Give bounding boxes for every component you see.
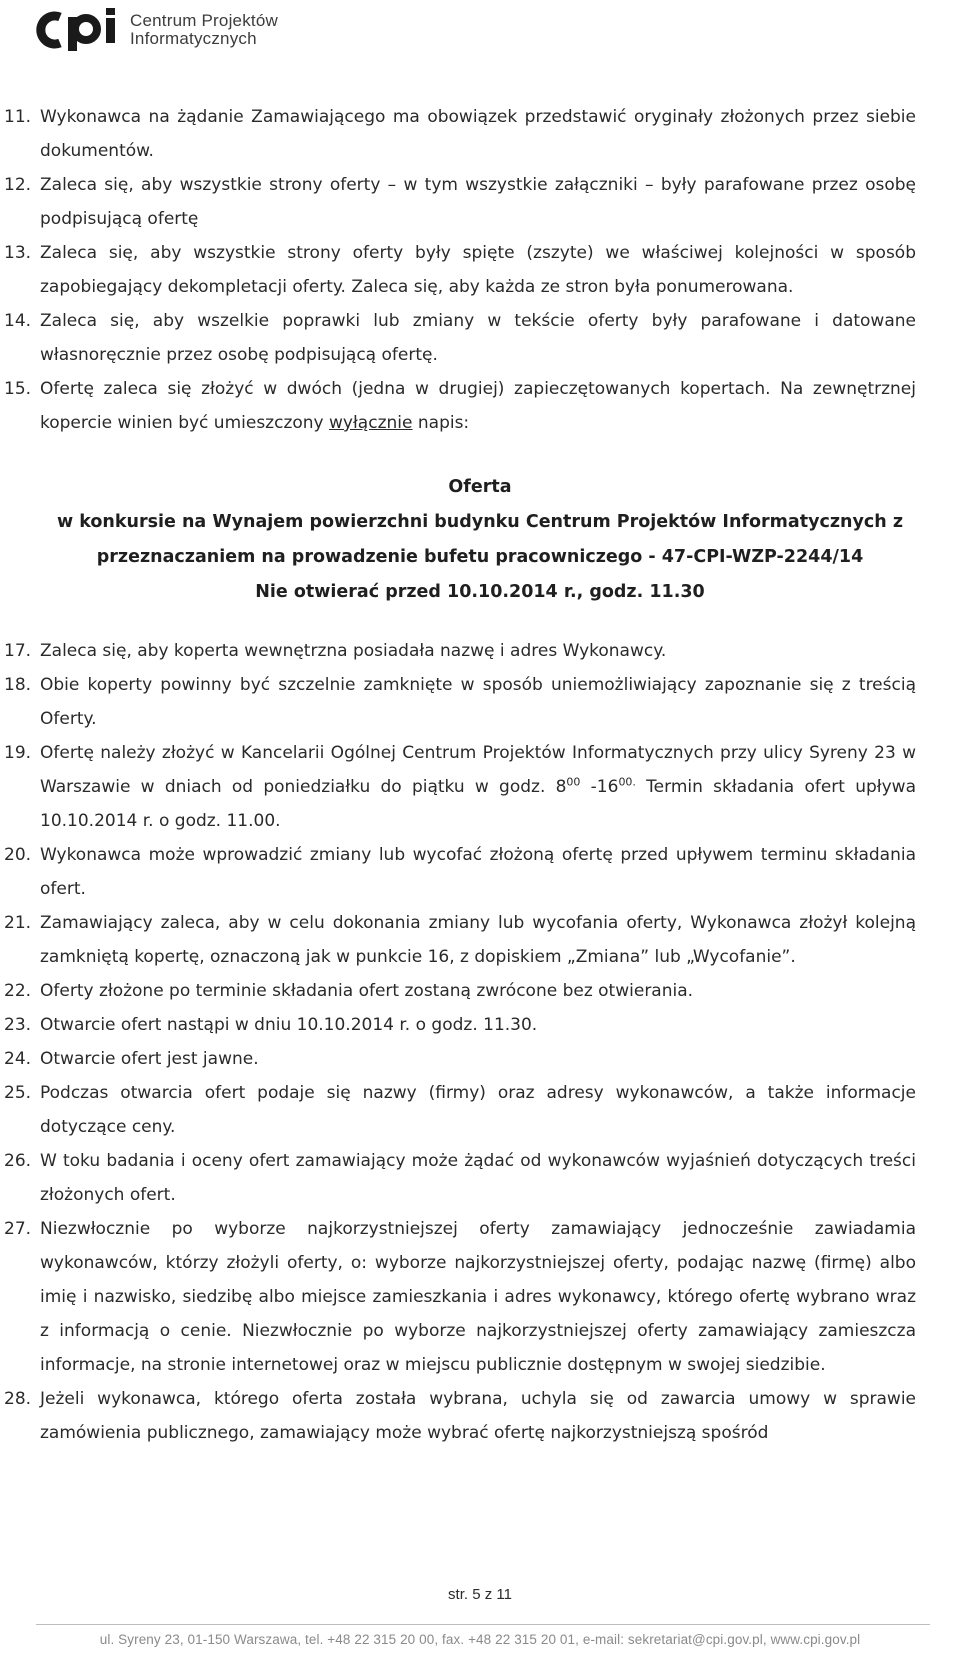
document-body bbox=[0, 100, 960, 1450]
header-logo bbox=[36, 6, 278, 54]
list-item bbox=[0, 372, 960, 440]
underlined-word: wyłącznie bbox=[329, 413, 413, 433]
item-text: Zaleca się, aby wszelkie poprawki lub zmiany w tekście oferty były parafowane i datowane własnoręcznie przez osobę podpisującą ofertę. bbox=[40, 311, 916, 365]
logo-line-1: Centrum Projektów bbox=[130, 11, 278, 30]
item-number: 24. bbox=[4, 1049, 32, 1069]
envelope-deadline: Nie otwierać przed 10.10.2014 r., godz. 11.30 bbox=[255, 582, 705, 602]
item-number: 22. bbox=[4, 981, 32, 1001]
list-item bbox=[0, 236, 960, 304]
item-number: 18. bbox=[4, 675, 32, 695]
list-item bbox=[0, 1144, 960, 1212]
list-item bbox=[0, 100, 960, 168]
item-text: Oferty złożone po terminie składania ofert zostaną zwrócone bez otwierania. bbox=[40, 981, 694, 1001]
item-text: Niezwłocznie po wyborze najkorzystniejszej oferty zamawiający jednocześnie zawiadamia wykonawców, którzy złożyli oferty, o: wyborze najkorzystniejszej oferty, podając nazwę (firmę) albo imię i nazwisko, siedzibę albo miejsce zamieszkania i adres wykonawcy, którego ofertę wybrano wraz z informacją o cenie. Niezwłocznie po wyborze najkorzystniejszej oferty zamawiający zamieszcza informacje, na stronie internetowej oraz w miejscu publicznie dostępnym w swojej siedzibie. bbox=[40, 1219, 916, 1375]
list-item bbox=[0, 838, 960, 906]
superscript: 00 bbox=[566, 775, 581, 789]
logo-line-2: Informatycznych bbox=[130, 29, 257, 48]
item-number: 21. bbox=[4, 913, 32, 933]
list-item bbox=[0, 1042, 960, 1076]
footer-divider bbox=[36, 1624, 930, 1625]
item-number: 17. bbox=[4, 641, 32, 661]
item-text: Otwarcie ofert nastąpi w dniu 10.10.2014 r. o godz. 11.30. bbox=[40, 1015, 538, 1035]
list-item bbox=[0, 974, 960, 1008]
item-number: 20. bbox=[4, 845, 32, 865]
item-number: 15. bbox=[4, 379, 32, 399]
item-number: 11. bbox=[4, 107, 32, 127]
item-text: Zamawiający zaleca, aby w celu dokonania zmiany lub wycofania oferty, Wykonawca złożył kolejną zamkniętą kopertę, oznaczoną jak w punkcie 16, z dopiskiem „Zmiana” lub „Wycofanie”. bbox=[40, 913, 916, 967]
list-item bbox=[0, 1382, 960, 1450]
item-text: -16 bbox=[580, 777, 619, 797]
envelope-line: w konkursie na Wynajem powierzchni budynku Centrum Projektów Informatycznych z bbox=[56, 512, 904, 532]
item-text: Zaleca się, aby wszystkie strony oferty były spięte (zszyte) we właściwej kolejności w sposób zapobiegający dekompletacji oferty. Zaleca się, aby każda ze stron była ponumerowana. bbox=[40, 243, 916, 297]
list-item bbox=[0, 1212, 960, 1382]
list-item bbox=[0, 736, 960, 838]
item-text: Wykonawca na żądanie Zamawiającego ma obowiązek przedstawić oryginały złożonych przez siebie dokumentów. bbox=[40, 107, 916, 161]
list-item bbox=[0, 1076, 960, 1144]
item-number: 28. bbox=[4, 1389, 32, 1409]
item-number: 25. bbox=[4, 1083, 32, 1103]
item-number: 13. bbox=[4, 243, 32, 263]
item-text: Ofertę zaleca się złożyć w dwóch (jedna w drugiej) zapieczętowanych kopertach. Na zewnętrznej kopercie winien być umieszczony bbox=[40, 379, 916, 433]
item-number: 27. bbox=[4, 1219, 32, 1239]
item-text: Wykonawca może wprowadzić zmiany lub wycofać złożoną ofertę przed upływem terminu składania ofert. bbox=[40, 845, 916, 899]
item-number: 19. bbox=[4, 743, 32, 763]
list-item bbox=[0, 906, 960, 974]
envelope-title: Oferta bbox=[448, 477, 512, 497]
footer-address: ul. Syreny 23, 01-150 Warszawa, tel. +48 22 315 20 00, fax. +48 22 315 20 01, e-mail: sekretariat@cpi.gov.pl, www.cpi.gov.pl bbox=[99, 1632, 861, 1647]
item-text: Podczas otwarcia ofert podaje się nazwy (firmy) oraz adresy wykonawców, a także informacje dotyczące ceny. bbox=[40, 1083, 916, 1137]
page-number: str. 5 z 11 bbox=[448, 1586, 512, 1603]
list-item bbox=[0, 1008, 960, 1042]
list-item bbox=[0, 168, 960, 236]
list-item bbox=[0, 304, 960, 372]
list-item bbox=[0, 668, 960, 736]
item-number: 26. bbox=[4, 1151, 32, 1171]
envelope-line: przeznaczaniem na prowadzenie bufetu pracowniczego - 47-CPI-WZP-2244/14 bbox=[96, 547, 864, 567]
cpi-logo-icon bbox=[36, 7, 124, 53]
superscript: 00. bbox=[618, 775, 636, 789]
item-text: Jeżeli wykonawca, którego oferta została wybrana, uchyla się od zawarcia umowy w sprawie zamówienia publicznego, zamawiający może wybrać ofertę najkorzystniejszą spośród bbox=[40, 1389, 916, 1443]
item-number: 23. bbox=[4, 1015, 32, 1035]
logo-text bbox=[130, 12, 278, 48]
item-text: Zaleca się, aby wszystkie strony oferty – w tym wszystkie załączniki – były parafowane przez osobę podpisującą ofertę bbox=[40, 175, 916, 229]
item-text-end: napis: bbox=[412, 413, 470, 433]
envelope-label bbox=[0, 470, 960, 610]
item-text: Obie koperty powinny być szczelnie zamknięte w sposób uniemożliwiający zapoznanie się z treścią Oferty. bbox=[40, 675, 916, 729]
item-text: Termin składania ofert upływa 10.10.2014 r. o godz. 11.00. bbox=[40, 777, 916, 831]
item-text: Zaleca się, aby koperta wewnętrzna posiadała nazwę i adres Wykonawcy. bbox=[40, 641, 667, 661]
item-number: 12. bbox=[4, 175, 32, 195]
item-text: W toku badania i oceny ofert zamawiający może żądać od wykonawców wyjaśnień dotyczących treści złożonych ofert. bbox=[40, 1151, 916, 1205]
item-number: 14. bbox=[4, 311, 32, 331]
item-text: Otwarcie ofert jest jawne. bbox=[40, 1049, 259, 1069]
list-item bbox=[0, 634, 960, 668]
item-text: Ofertę należy złożyć w Kancelarii Ogólnej Centrum Projektów Informatycznych przy ulicy Syreny 23 w Warszawie w dniach od poniedziałku do piątku w godz. 8 bbox=[40, 743, 916, 797]
